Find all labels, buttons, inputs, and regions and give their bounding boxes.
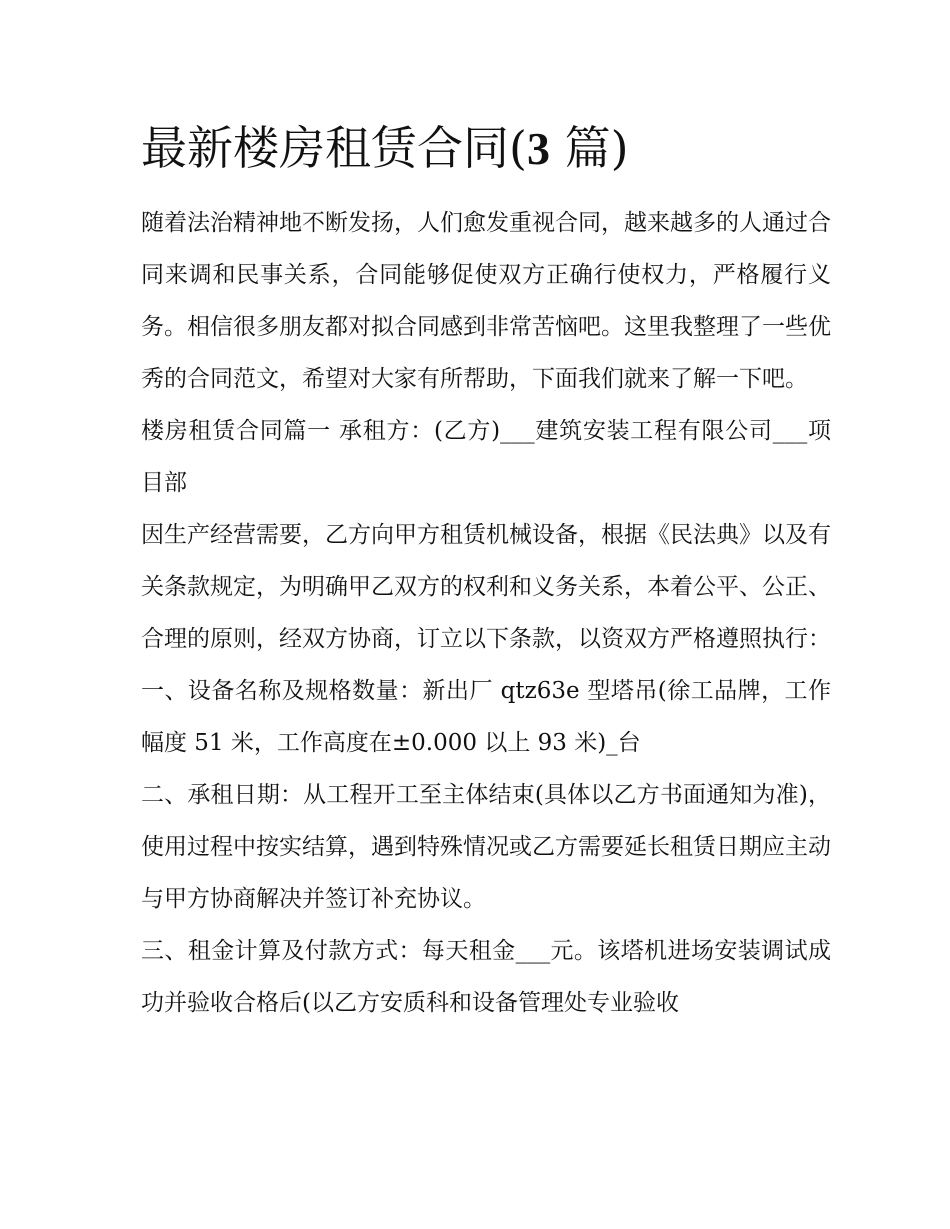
document-page xyxy=(141,110,831,1029)
paragraph-lessee: 楼房租赁合同篇一 承租方：(乙方)___建筑安装工程有限公司___项目部 xyxy=(141,418,831,496)
paragraph-intro: 随着法治精神地不断发扬，人们愈发重视合同，越来越多的人通过合同来调和民事关系，合同能够促使双方正确行使权力，严格履行义务。相信很多朋友都对拟合同感到非常苦恼吧。这里我整理了一些优秀的合同范文，希望对大家有所帮助，下面我们就来了解一下吧。 xyxy=(141,210,831,392)
title-prefix: 最新楼房租赁合同( xyxy=(141,121,527,175)
paragraph-preamble: 因生产经营需要，乙方向甲方租赁机械设备，根据《民法典》以及有关条款规定，为明确甲乙双方的权利和义务关系，本着公平、公正、合理的原则，经双方协商，订立以下条款，以资双方严格遵照执行： xyxy=(141,522,831,652)
document-body xyxy=(141,197,831,1029)
title-suffix: 篇) xyxy=(549,121,629,175)
title-number: 3 xyxy=(526,123,550,174)
paragraph-clause-3: 三、租金计算及付款方式：每天租金___元。该塔机进场安装调试成功并验收合格后(以乙方安质科和设备管理处专业验收 xyxy=(141,938,831,1016)
paragraph-clause-2: 二、承租日期：从工程开工至主体结束(具体以乙方书面通知为准)，使用过程中按实结算，遇到特殊情况或乙方需要延长租赁日期应主动与甲方协商解决并签订补充协议。 xyxy=(141,782,831,912)
paragraph-clause-1: 一、设备名称及规格数量：新出厂 qtz63e 型塔吊(徐工品牌，工作幅度 51 米，工作高度在±0.000 以上 93 米)_台 xyxy=(141,678,831,756)
document-title xyxy=(141,110,831,187)
